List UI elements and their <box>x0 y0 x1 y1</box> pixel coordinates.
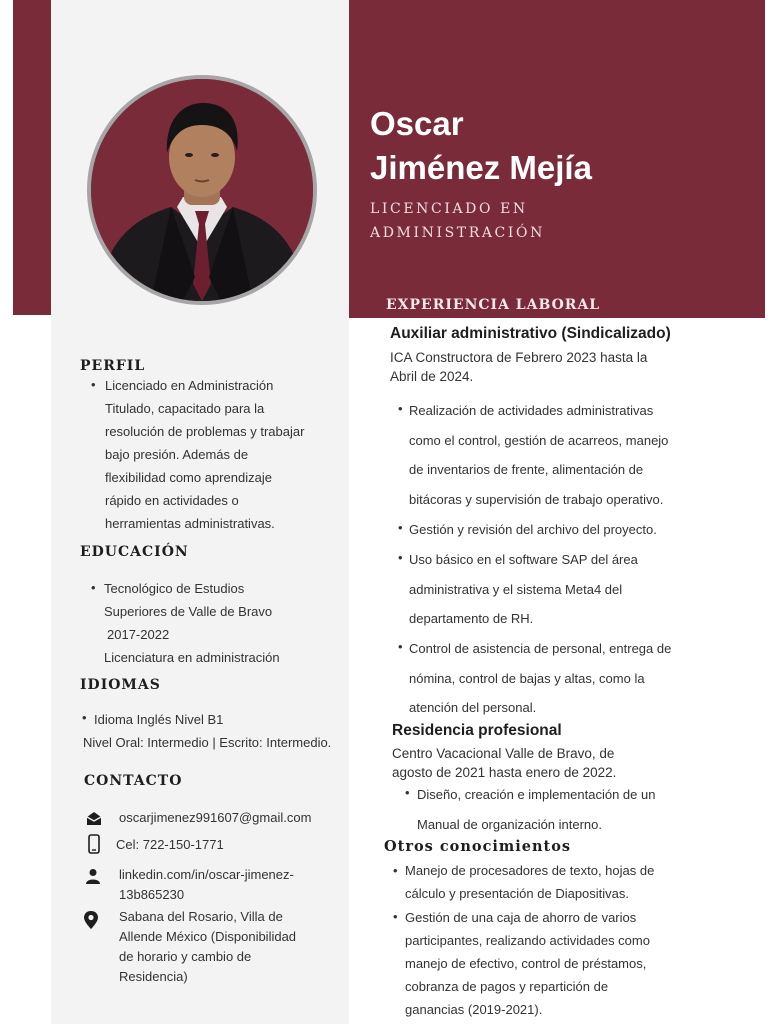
envelope-icon <box>86 810 102 828</box>
job1-bullet-3: Uso básico en el software SAP del área administrativa y el sistema Meta4 del departamento de RH. <box>409 552 638 627</box>
other-bullet-1: Manejo de procesadores de texto, hojas de cálculo y presentación de Diapositivas. <box>405 863 655 901</box>
languages-item: Idioma Inglés Nivel B1 <box>94 712 224 727</box>
contact-email[interactable]: oscarjimenez991607@gmail.com <box>119 810 312 825</box>
job-title: LICENCIADO EN ADMINISTRACIÓN <box>370 201 545 241</box>
job2-company: Centro Vacacional Valle de Bravo, de agosto de 2021 hasta enero de 2022. <box>392 746 617 780</box>
bullet-dot: • <box>91 377 96 392</box>
education-text: Tecnológico de Estudios Superiores de Valle de Bravo 2017-2022 Licenciatura en administración <box>104 581 280 665</box>
bullet-dot: • <box>393 909 398 924</box>
bullet-dot: • <box>405 785 410 800</box>
education-title: EDUCACIÓN <box>80 544 189 560</box>
bullet-dot: • <box>398 520 403 535</box>
person-icon <box>85 867 101 885</box>
experience-title: EXPERIENCIA LABORAL <box>386 297 601 313</box>
first-name: Oscar <box>370 105 464 142</box>
contact-linkedin[interactable]: linkedin.com/in/oscar-jimenez- 13b865230 <box>119 867 294 902</box>
job1-bullet-4: Control de asistencia de personal, entrega de nómina, control de bajas y altas, como la atención del personal. <box>409 641 672 716</box>
phone-icon <box>86 834 102 854</box>
contact-title: CONTACTO <box>84 773 183 789</box>
job2-bullet: Diseño, creación e implementación de un Manual de organización interno. <box>417 787 656 832</box>
other-bullet-2: Gestión de una caja de ahorro de varios participantes, realizando actividades como manejo de efectivo, control de préstamos, cobranza de pagos y repartición de ganancias (2019-2021). <box>405 910 650 1017</box>
left-accent-band <box>13 0 51 315</box>
location-pin-icon <box>83 910 99 930</box>
contact-phone: Cel: 722-150-1771 <box>116 837 224 852</box>
bullet-dot: • <box>398 639 403 654</box>
last-name: Jiménez Mejía <box>370 149 592 186</box>
person-name <box>370 102 592 190</box>
bullet-dot: • <box>398 550 403 565</box>
languages-title: IDIOMAS <box>80 677 161 693</box>
contact-address: Sabana del Rosario, Villa de Allende México (Disponibilidad de horario y cambio de Residencia) <box>119 909 297 984</box>
profile-title: PERFIL <box>80 358 146 374</box>
job2-role: Residencia profesional <box>392 722 562 739</box>
job1-bullet-1: Realización de actividades administrativas como el control, gestión de acarreos, manejo de inventarios de frente, alimentación de bitácoras y supervisión de trabajo operativo. <box>409 403 669 508</box>
other-knowledge-title: Otros conocimientos <box>384 838 572 855</box>
job1-role: Auxiliar administrativo (Sindicalizado) <box>390 325 671 342</box>
job1-company: ICA Constructora de Febrero 2023 hasta la Abril de 2024. <box>390 350 648 384</box>
bullet-dot: • <box>398 401 403 416</box>
profile-photo <box>87 75 317 305</box>
bullet-dot: • <box>393 863 398 878</box>
job1-bullet-2: Gestión y revisión del archivo del proyecto. <box>409 522 657 537</box>
languages-detail: Nivel Oral: Intermedio | Escrito: Intermedio. <box>83 735 332 750</box>
bullet-dot: • <box>91 580 96 595</box>
bullet-dot: • <box>82 710 87 725</box>
profile-text: Licenciado en Administración Titulado, capacitado para la resolución de problemas y trabajar bajo presión. Además de flexibilidad como aprendizaje rápido en actividades o herramientas administrativas. <box>105 378 305 531</box>
